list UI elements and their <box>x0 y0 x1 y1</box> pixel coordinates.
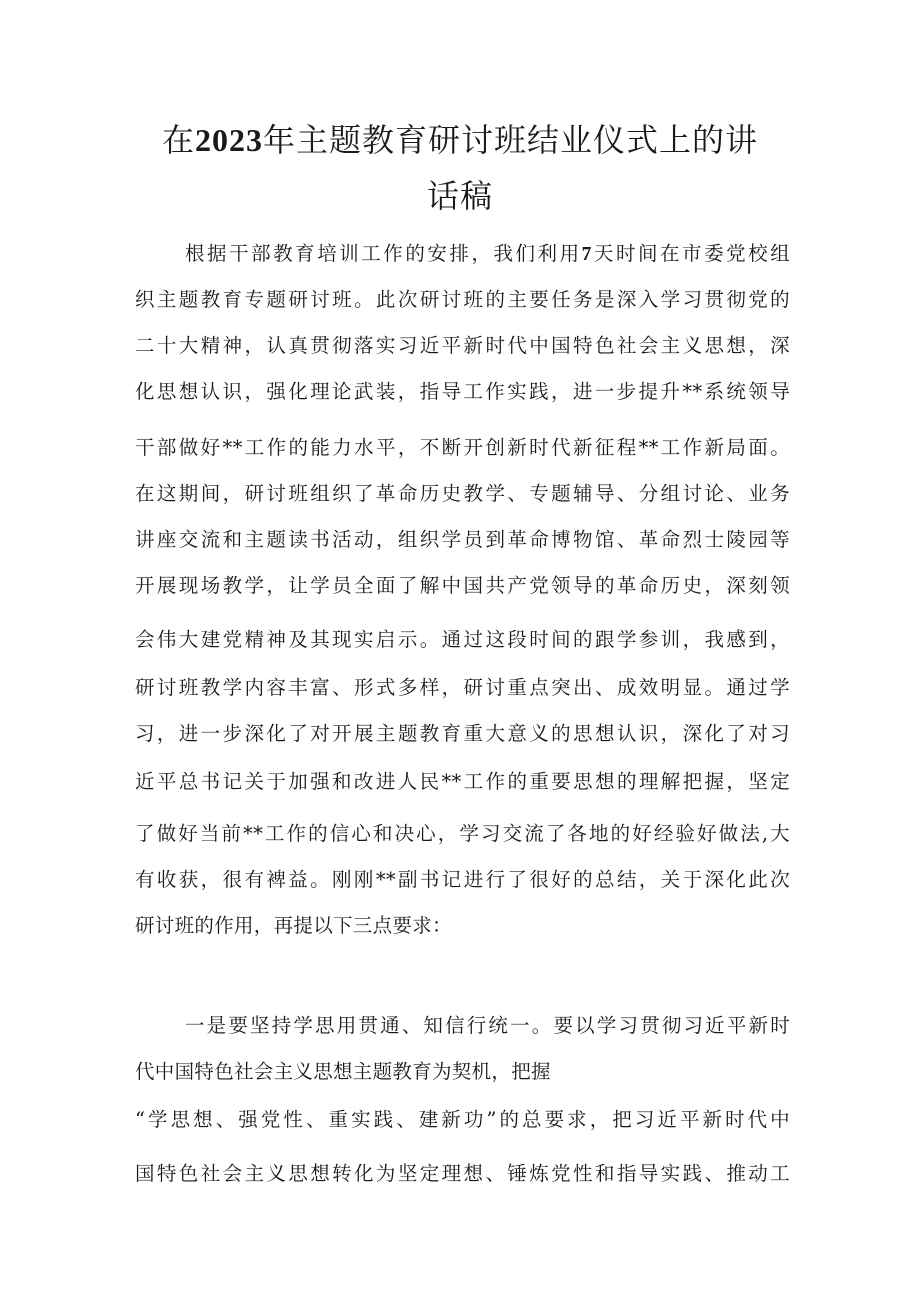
text-line: 开展现场教学，让学员全面了解中国共产党领导的革命历史，深刻领 <box>135 574 790 597</box>
text-segment: 天时间在市委党校组 <box>591 242 790 265</box>
document-title-line-1 <box>130 118 790 162</box>
text-line: “学思想、强党性、重实践、建新功”的总要求，把习近平新时代中 <box>135 1108 790 1131</box>
text-line: 研讨班教学内容丰富、形式多样，研讨重点突出、成效明显。通过学 <box>135 676 790 699</box>
text-line: 会伟大建党精神及其现实启示。通过这段时间的跟学参训，我感到， <box>135 628 790 651</box>
title-year: 2023 <box>195 122 263 158</box>
text-line: 代中国特色社会主义思想主题教育为契机，把握 <box>135 1060 551 1083</box>
text-line: 有收获，很有裨益。刚刚**副书记进行了很好的总结，关于深化此次 <box>135 868 790 891</box>
text-line: 国特色社会主义思想转化为坚定理想、锤炼党性和指导实践、推动工 <box>135 1162 790 1185</box>
text-line: 习，进一步深化了对开展主题教育重大意义的思想认识，深化了对习 <box>135 722 790 745</box>
text-line <box>185 242 790 267</box>
text-segment: 根据干部教育培训工作的安排，我们利用 <box>185 242 582 265</box>
text-line: 近平总书记关于加强和改进人民**工作的重要思想的理解把握，坚定 <box>135 770 790 793</box>
text-line: 研讨班的作用，再提以下三点要求： <box>135 914 452 937</box>
document-title-line-2: 话稿 <box>426 177 493 215</box>
text-line: 二十大精神，认真贯彻落实习近平新时代中国特色社会主义思想，深 <box>135 334 790 357</box>
text-line: 化思想认识，强化理论武装，指导工作实践，进一步提升**系统领导 <box>135 380 790 403</box>
title-suffix: 年主题教育研讨班结业仪式上的讲 <box>263 121 759 159</box>
text-line: 一是要坚持学思用贯通、知信行统一。要以学习贯彻习近平新时 <box>185 1014 790 1037</box>
title-prefix: 在 <box>161 121 195 159</box>
text-line: 了做好当前**工作的信心和决心，学习交流了各地的好经验好做法,大 <box>135 822 790 845</box>
text-line: 讲座交流和主题读书活动，组织学员到革命博物馆、革命烈士陵园等 <box>135 528 790 551</box>
text-line: 织主题教育专题研讨班。此次研讨班的主要任务是深入学习贯彻党的 <box>135 288 790 311</box>
text-line: 在这期间，研讨班组织了革命历史教学、专题辅导、分组讨论、业务 <box>135 482 790 505</box>
text-number: 7 <box>581 244 592 265</box>
text-line: 干部做好**工作的能力水平，不断开创新时代新征程**工作新局面。 <box>135 436 790 459</box>
